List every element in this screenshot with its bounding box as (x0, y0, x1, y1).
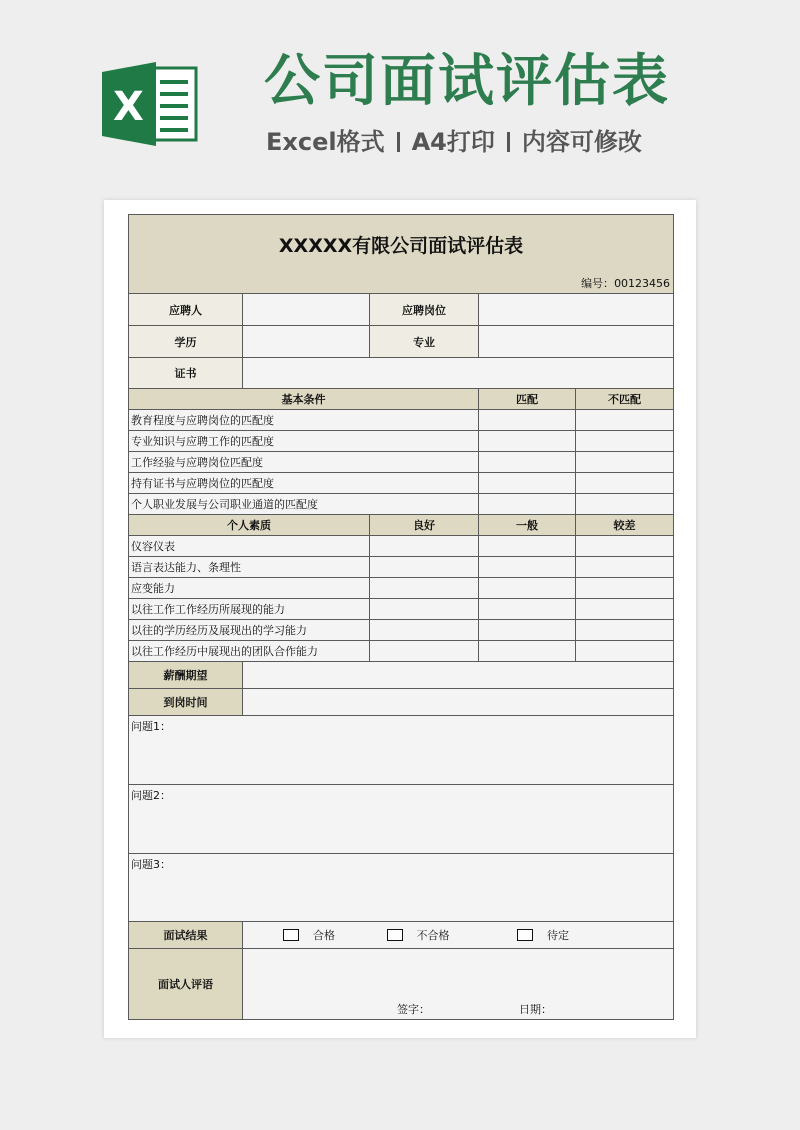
poor-cell[interactable] (576, 557, 674, 578)
evaluation-form-table (128, 214, 674, 1020)
match-cell[interactable] (479, 431, 576, 452)
question-2-field[interactable]: 问题2： (129, 785, 674, 854)
salary-input[interactable] (243, 662, 674, 689)
education-input[interactable] (243, 326, 370, 358)
poor-cell[interactable] (576, 620, 674, 641)
normal-cell[interactable] (479, 620, 576, 641)
good-header: 良好 (370, 515, 479, 536)
comment-input[interactable] (243, 949, 674, 1020)
start-date-label: 到岗时间 (129, 689, 243, 716)
personal-quality-label: 仪容仪表 (129, 536, 370, 557)
certificate-input[interactable] (243, 358, 674, 389)
separator (397, 132, 400, 152)
poor-header: 较差 (576, 515, 674, 536)
table-row (129, 494, 674, 515)
checkbox-icon[interactable] (283, 929, 299, 941)
match-cell[interactable] (479, 473, 576, 494)
poor-cell[interactable] (576, 641, 674, 662)
basic-condition-label: 工作经验与应聘岗位匹配度 (129, 452, 479, 473)
personal-quality-label: 语言表达能力、条理性 (129, 557, 370, 578)
good-cell[interactable] (370, 620, 479, 641)
result-label: 面试结果 (129, 922, 243, 949)
option-label: 待定 (547, 929, 569, 942)
mismatch-header: 不匹配 (576, 389, 674, 410)
mismatch-cell[interactable] (576, 473, 674, 494)
good-cell[interactable] (370, 641, 479, 662)
normal-cell[interactable] (479, 599, 576, 620)
subtitle-print: A4打印 (411, 128, 495, 156)
personal-quality-header: 个人素质 (129, 515, 370, 536)
basic-condition-label: 个人职业发展与公司职业通道的匹配度 (129, 494, 479, 515)
date-label: 日期： (519, 1003, 552, 1016)
match-cell[interactable] (479, 452, 576, 473)
salary-label: 薪酬期望 (129, 662, 243, 689)
good-cell[interactable] (370, 599, 479, 620)
table-row (129, 452, 674, 473)
normal-cell[interactable] (479, 641, 576, 662)
personal-quality-label: 以往工作经历中展现出的团队合作能力 (129, 641, 370, 662)
table-row (129, 599, 674, 620)
question-1-field[interactable]: 问题1： (129, 716, 674, 785)
start-date-input[interactable] (243, 689, 674, 716)
mismatch-cell[interactable] (576, 452, 674, 473)
normal-cell[interactable] (479, 557, 576, 578)
applicant-input[interactable] (243, 294, 370, 326)
good-cell[interactable] (370, 578, 479, 599)
position-input[interactable] (479, 294, 674, 326)
basic-condition-label: 持有证书与应聘岗位的匹配度 (129, 473, 479, 494)
personal-quality-label: 应变能力 (129, 578, 370, 599)
education-label: 学历 (129, 326, 243, 358)
basic-conditions-header: 基本条件 (129, 389, 479, 410)
table-row (129, 536, 674, 557)
checkbox-icon[interactable] (387, 929, 403, 941)
poor-cell[interactable] (576, 578, 674, 599)
question-3-field[interactable]: 问题3： (129, 854, 674, 922)
table-row (129, 557, 674, 578)
serial-number (581, 275, 670, 291)
match-cell[interactable] (479, 410, 576, 431)
table-row (129, 578, 674, 599)
form-title: XXXXX有限公司面试评估表 (278, 235, 524, 257)
excel-logo-letter: X (113, 84, 144, 130)
mismatch-cell[interactable] (576, 494, 674, 515)
mismatch-cell[interactable] (576, 410, 674, 431)
result-option-pending[interactable] (517, 927, 569, 943)
comment-label: 面试人评语 (129, 949, 243, 1020)
serial-label: 编号： (581, 277, 615, 290)
table-row (129, 431, 674, 452)
serial-value: 00123456 (614, 277, 671, 290)
option-label: 不合格 (416, 929, 450, 942)
certificate-label: 证书 (129, 358, 243, 389)
match-header: 匹配 (479, 389, 576, 410)
position-label: 应聘岗位 (370, 294, 479, 326)
result-option-fail[interactable] (387, 927, 514, 943)
basic-condition-label: 专业知识与应聘工作的匹配度 (129, 431, 479, 452)
table-row (129, 641, 674, 662)
subtitle-editable: 内容可修改 (521, 128, 642, 156)
table-row (129, 620, 674, 641)
result-options (243, 922, 674, 949)
table-row (129, 410, 674, 431)
signature-label: 签字： (397, 1003, 430, 1016)
applicant-label: 应聘人 (129, 294, 243, 326)
normal-cell[interactable] (479, 536, 576, 557)
form-title-cell (129, 215, 674, 294)
subtitle-format: Excel格式 (266, 128, 385, 156)
good-cell[interactable] (370, 557, 479, 578)
banner-title: 公司面试评估表 (264, 49, 670, 114)
good-cell[interactable] (370, 536, 479, 557)
table-row (129, 473, 674, 494)
mismatch-cell[interactable] (576, 431, 674, 452)
major-label: 专业 (370, 326, 479, 358)
result-option-pass[interactable] (283, 927, 383, 943)
poor-cell[interactable] (576, 599, 674, 620)
separator (507, 132, 510, 152)
basic-condition-label: 教育程度与应聘岗位的匹配度 (129, 410, 479, 431)
checkbox-icon[interactable] (517, 929, 533, 941)
normal-cell[interactable] (479, 578, 576, 599)
personal-quality-label: 以往的学历经历及展现出的学习能力 (129, 620, 370, 641)
banner-subtitle (266, 126, 642, 158)
match-cell[interactable] (479, 494, 576, 515)
normal-header: 一般 (479, 515, 576, 536)
personal-quality-label: 以往工作工作经历所展现的能力 (129, 599, 370, 620)
option-label: 合格 (313, 929, 335, 942)
excel-logo-icon (100, 58, 200, 150)
major-input[interactable] (479, 326, 674, 358)
poor-cell[interactable] (576, 536, 674, 557)
